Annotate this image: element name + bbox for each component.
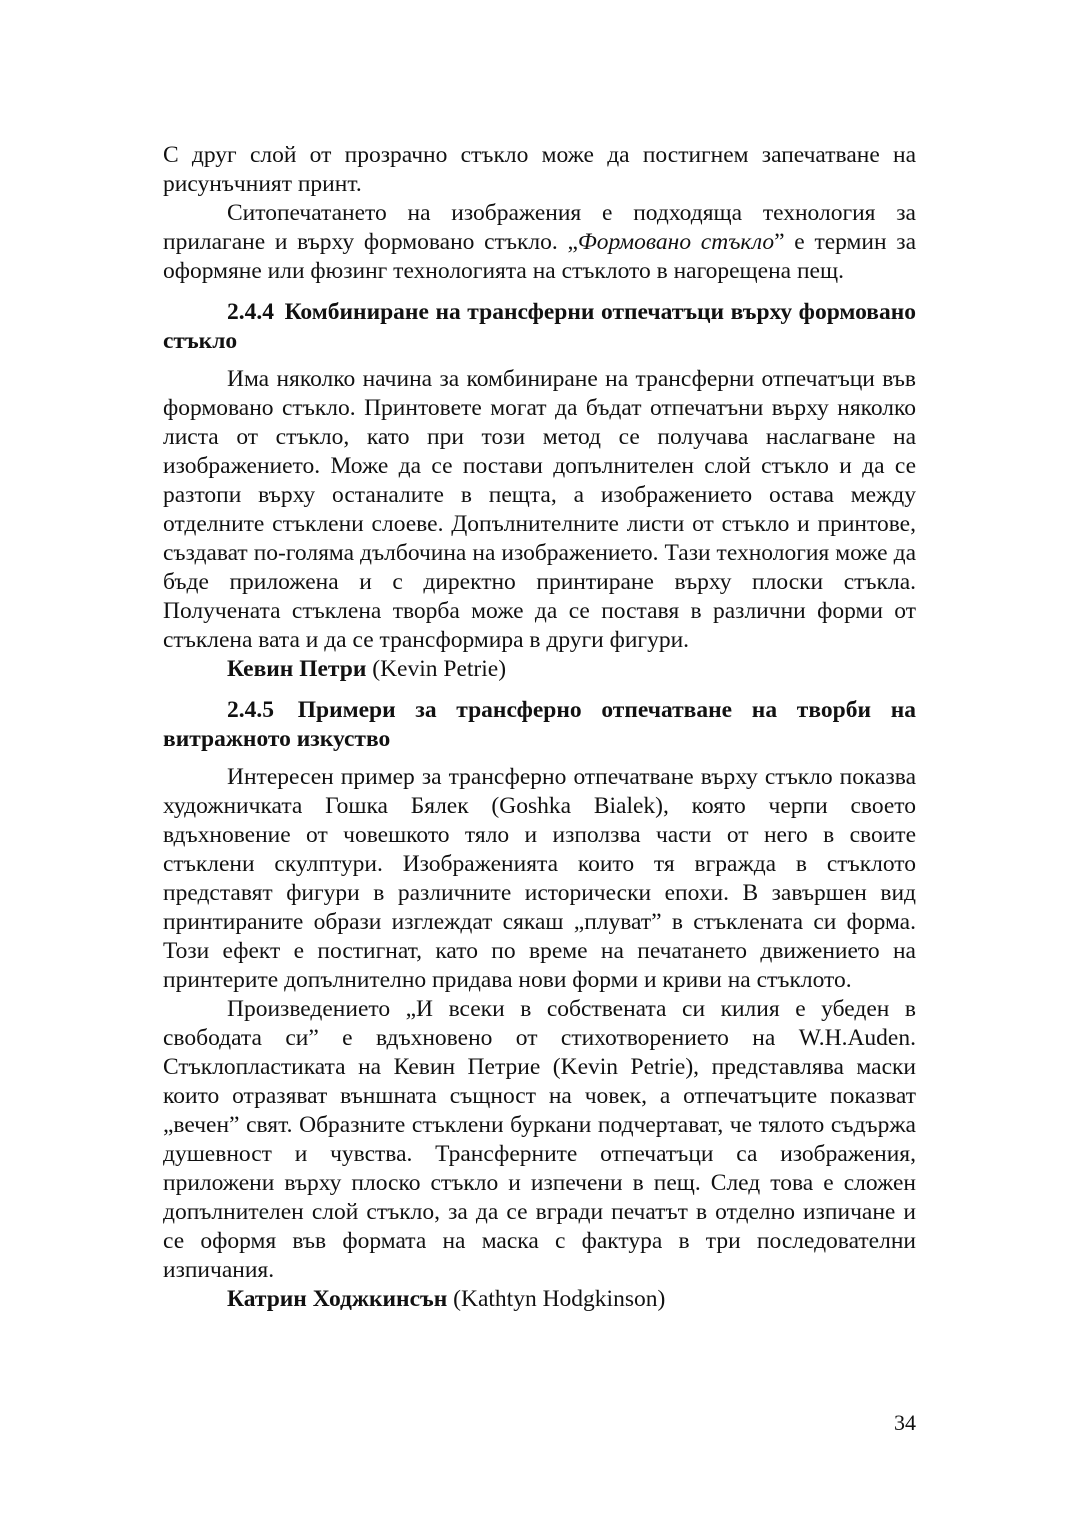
artist-name: Кевин Петри — [227, 656, 367, 682]
section-heading-2-4-5 — [163, 696, 916, 754]
term-italic: Формовано стъкло — [577, 229, 775, 255]
artist-credit-kevin-petrie — [163, 655, 916, 684]
artist-name: Катрин Ходжкинсън — [227, 1286, 448, 1312]
section-number: 2.4.4 — [227, 299, 274, 325]
section-2-4-5-paragraph-2: Произведението „И всеки в собствената си килия е убеден в свободата си” е вдъхновено от стихотворението на W.H.Auden. Стъклопластиката на Кевин Петрие (Kevin Petrie), представлява маски които отразяват външната същност на човек, а отпечатъците показват „вечен” свят. Образните стъклени буркани подчертават, че тялото съдържа душевност и чувства. Трансферните отпечатъци са изображения, приложени върху плоско стъкло и изпечени в пещ. След това е сложен допълнителен слой стъкло, за да се вгради печатът в отделно изпичане и се оформя във формата на маска с фактура в три последователни изпичания. — [163, 996, 916, 1283]
intro-paragraph-2-start: Ситопечатането на изображения е подходяща технология за прилагане и върху формовано стъкло. „ — [163, 200, 916, 255]
artist-latin-name: (Kathtyn Hodgkinson) — [453, 1286, 666, 1312]
section-title: Комбиниране на трансферни отпечатъци върху формовано стъкло — [163, 299, 917, 354]
section-2-4-5-paragraph-1: Интересен пример за трансферно отпечатване върху стъкло показва художничката Гошка Бялек (Goshka Bialek), която черпи своето вдъхновение от човешкото тяло и използва части от него в своите стъклени скулптури. Изображенията които тя вгражда в стъклото представят фигури в различните исторически епохи. В завършен вид принтираните образи изглеждат сякаш „плуват” в стъклената си форма. Този ефект е постигнат, като по време на печатането движението на принтерите допълнително придава нови форми и криви на стъклото. — [163, 764, 916, 993]
document-page — [163, 141, 916, 1314]
page-number: 34 — [894, 1410, 916, 1435]
section-heading-2-4-4 — [163, 298, 916, 356]
section-title: Примери за трансферно отпечатване на творби на витражното изкуство — [163, 697, 916, 752]
section-number: 2.4.5 — [227, 697, 274, 723]
intro-paragraph-2-end: ” е термин за оформяне или фюзинг технологията на стъклото в нагорещена пещ. — [163, 229, 916, 284]
intro-paragraph-1: С друг слой от прозрачно стъкло може да постигнем запечатване на рисунъчният принт. — [163, 142, 916, 197]
artist-latin-name: (Kevin Petrie) — [372, 656, 507, 682]
artist-credit-kathtyn-hodgkinson — [163, 1285, 916, 1314]
intro-paragraph-2 — [163, 199, 916, 286]
section-2-4-4-paragraph: Има няколко начина за комбиниране на трансферни отпечатъци във формовано стъкло. Принтовете могат да бъдат отпечатъни върху няколко листа от стъкло, като при този метод се получава наслагване на изображението. Може да се постави допълнителен слой стъкло и да се разтопи върху останалите в пещта, а изображението остава между отделните стъклени слоеве. Допълнителните листи от стъкло и принтове, създават по-голяма дълбочина на изображението. Тази технология може да бъде приложена и с директно принтиране върху плоски стъкла. Получената стъклена творба може да се поставя в различни форми от стъклена вата и да се трансформира в други фигури. — [163, 366, 916, 653]
